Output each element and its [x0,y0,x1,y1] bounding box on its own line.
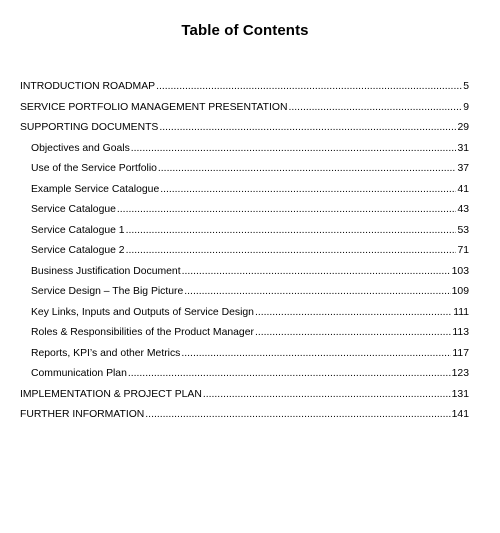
toc-subentry[interactable] [20,142,469,163]
dot-leader [128,367,451,381]
dot-leader [182,265,451,279]
toc-entry-page: 111 [453,306,469,318]
dot-leader [156,80,462,94]
toc-subentry[interactable] [20,306,469,327]
dot-leader [126,224,457,238]
toc-subentry[interactable] [20,183,469,204]
toc-entry-label: SUPPORTING DOCUMENTS [20,122,159,133]
dot-leader [158,162,457,176]
toc-entry-label: Business Justification Document [31,265,181,277]
toc-entry-page: 41 [457,183,469,195]
table-of-contents [20,80,469,429]
toc-subentry[interactable] [20,203,469,224]
toc-entry-label: Use of the Service Portfolio [31,163,157,174]
dot-leader [203,388,451,402]
dot-leader [289,101,463,115]
toc-entry[interactable] [20,388,469,409]
toc-subentry[interactable] [20,285,469,306]
toc-entry-page: 117 [452,347,469,359]
toc-entry-page: 123 [451,368,469,379]
toc-entry-label: Example Service Catalogue [31,183,160,195]
toc-entry-page: 113 [452,327,469,338]
dot-leader [126,244,457,258]
toc-entry-page: 5 [463,81,469,92]
dot-leader [255,326,451,340]
toc-entry-page: 37 [457,163,469,174]
toc-entry[interactable] [20,101,469,122]
toc-subentry[interactable] [20,224,469,245]
toc-entry-page: 29 [457,122,469,133]
toc-entry-page: 71 [457,245,469,256]
toc-entry-label: Service Catalogue 1 [31,224,125,236]
toc-entry-page: 9 [463,101,469,113]
toc-entry-label: INTRODUCTION ROADMAP [20,81,156,92]
toc-entry-label: IMPLEMENTATION & PROJECT PLAN [20,388,202,400]
toc-entry-page: 53 [457,224,469,236]
toc-entry-page: 141 [451,409,469,420]
toc-entry[interactable] [20,121,469,142]
dot-leader [117,203,457,217]
toc-entry-label: Key Links, Inputs and Outputs of Service Design [31,306,254,318]
toc-subentry[interactable] [20,162,469,183]
toc-entry[interactable] [20,80,469,101]
toc-entry-label: Roles & Responsibilities of the Product Manager [31,327,254,338]
dot-leader [145,408,450,422]
toc-subentry[interactable] [20,244,469,265]
dot-leader [181,347,451,361]
toc-entry-label: Service Catalogue [31,204,116,215]
toc-entry-page: 109 [451,286,469,297]
dot-leader [255,306,452,320]
dot-leader [184,285,450,299]
toc-entry-label: FURTHER INFORMATION [20,409,145,420]
toc-subentry[interactable] [20,367,469,388]
toc-entry-page: 131 [451,388,469,400]
toc-entry-label: SERVICE PORTFOLIO MANAGEMENT PRESENTATION [20,101,288,113]
toc-entry-label: Reports, KPI’s and other Metrics [31,347,181,359]
dot-leader [131,142,457,156]
toc-entry-label: Service Catalogue 2 [31,245,125,256]
toc-subentry[interactable] [20,265,469,286]
toc-subentry[interactable] [20,347,469,368]
toc-entry-label: Objectives and Goals [31,142,130,154]
toc-subentry[interactable] [20,326,469,347]
toc-entry-page: 103 [451,265,469,277]
page-title: Table of Contents [181,22,309,39]
toc-entry-label: Communication Plan [31,368,127,379]
toc-entry-page: 43 [457,204,469,215]
dot-leader [160,183,456,197]
dot-leader [159,121,456,135]
toc-entry[interactable] [20,408,469,429]
toc-entry-page: 31 [457,142,469,154]
toc-entry-label: Service Design – The Big Picture [31,286,184,297]
